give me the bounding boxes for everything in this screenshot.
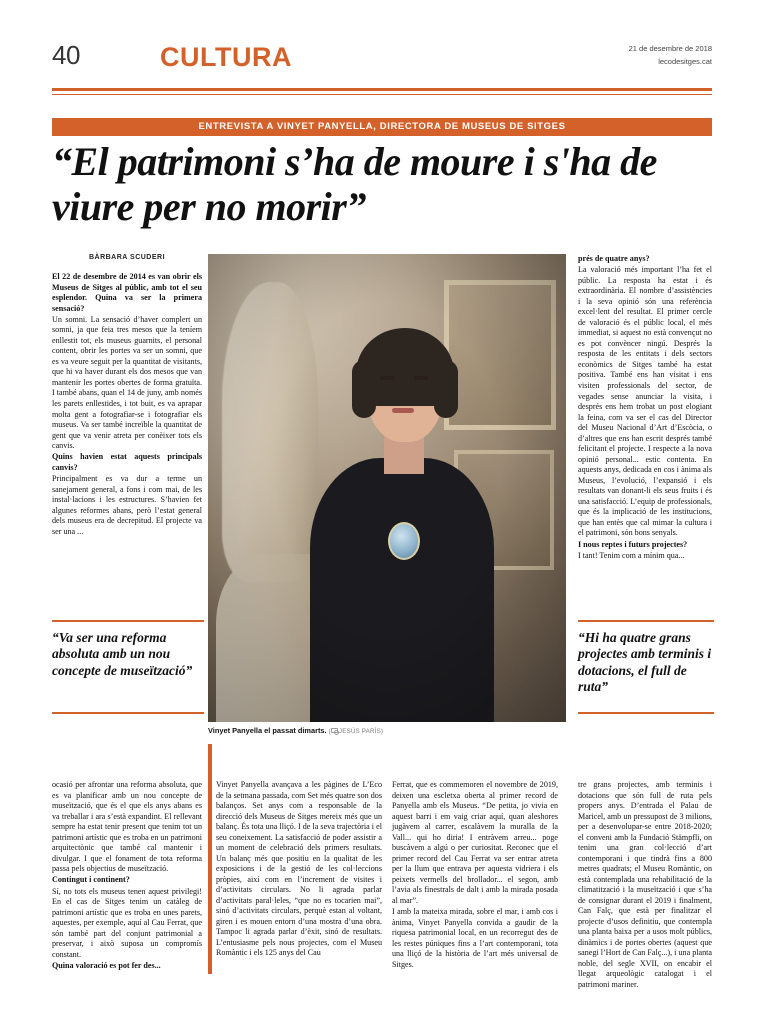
byline: BÀRBARA SCUDERI: [88, 254, 166, 261]
photo-caption: [208, 726, 566, 735]
kicker-bar: ENTREVISTA A VINYET PANYELLA, DIRECTORA DE MUSEUS DE SITGES: [52, 118, 712, 136]
answer-paragraph: I amb la mateixa mirada, sobre el mar, i amb cos i ànima, Vinyet Panyella convida a gaudir de la riquesa patrimonial local, en un recorregut des de les restes púniques fins a l’art contemporani, tota una lliçó de la història de l’art més universal de Sitges.: [392, 906, 558, 969]
answer-paragraph: tre grans projectes, amb terminis i dotacions que són full de ruta pels propers anys. D’entrada el Palau de Maricel, amb un pressupost de 3 milions, per a desenvolupar-se entre 2018-2020; el conveni amb la Fundació Stämpfli, on tenim una gran col·lecció d’art contemporani i que tindrà fins a 800 metres quadrats; el Museu Romàntic, on està contemplada una rehabilitació de la climatització i la museïtzació i que s’ha de consignar durant el 2019 i finalment, Can Falç, que està per finalitzar el projecte d’usos definitiu, que contempla una planta baixa per a usos molt públics, dinàmics i de portes obertes (aquest que sanegi l’Hort de Can Falç...), i una planta noble, del segle XVII, on encabir el llegat arqueològic catalogat i el patrimoni mariner.: [578, 780, 712, 989]
answer-paragraph: I tant! Tenim com a mínim qua...: [578, 550, 685, 560]
page-number: 40: [52, 40, 80, 70]
headline: “El patrimoni s’ha de moure i s'ha de viure per no morir”: [52, 139, 657, 229]
pullquote-right-rule-bottom: [578, 712, 714, 714]
issue-date: 21 de desembre de 2018: [628, 44, 712, 53]
photo-vignette: [208, 254, 566, 722]
pullquote-left-rule-top: [52, 620, 204, 622]
answer-paragraph: Un somni. La sensació d’haver complert un somni, ja que feia tres mesos que la teníem enllestit tot, els museus guarnits, el personal content, obrir les portes va ser un somni, que es va veure seguit per la quantitat de visitants, que hi va haver durant els dos mesos que van mantenir les portes obertes de forma gratuïta. I també abans, quan el 14 de juny, amb només les parets enllestides, i tot buit, es va aprapar molta gent a fotografiar-se i fotografiar els museus. Va ser també increïble la quantitat de gent que va venir atreta per conèixer tots els canvis.: [52, 314, 202, 451]
site-name: lecodesitges.cat: [658, 57, 712, 66]
pullquote-right-rule-top: [578, 620, 714, 622]
caption-credit: ( JESÚS PARÍS): [328, 728, 384, 735]
article-photo: [208, 254, 566, 722]
question-paragraph: I nous reptes i futurs projectes?: [578, 539, 688, 549]
section-title: CULTURA: [160, 42, 292, 72]
question-paragraph: El 22 de desembre de 2014 es van obrir els Museus de Sitges al públic, amb tot el seu esplendor. Quina va ser la primera sensació?: [52, 272, 202, 313]
accent-bar: [208, 744, 212, 974]
column-2: [216, 780, 382, 960]
answer-paragraph: ocasió per afrontar una reforma absoluta, que es va planificar amb un nou concepte de museïtzació, que és el que els anys abans es va treballar i ara s’està expandint. El rellevant sempre ha estat tenir present que tenim tot un patrimoni artístic que es troba en un patrimoni arquitectònic que també cal mantenir i divulgar. I que el fonament de tota reforma passa pels objectius de museïtzació.: [52, 780, 202, 874]
pullquote-left: “Va ser una reforma absoluta amb un nou concepte de museïtzació”: [52, 630, 193, 678]
question-paragraph: Quins havien estat aquests principals canvis?: [52, 452, 202, 472]
caption-text: Vinyet Panyella el passat dimarts.: [208, 726, 327, 735]
column-3: [392, 780, 558, 971]
camera-icon: [331, 728, 338, 733]
column-4: [578, 254, 712, 562]
pullquote-left-rule-bottom: [52, 712, 204, 714]
question-paragraph: Quina valoració es pot fer des...: [52, 961, 161, 971]
question-paragraph: Contingut i continent?: [52, 875, 130, 885]
answer-paragraph: Sí, no tots els museus tenen aquest privilegi! En el cas de Sitges tenim un catàleg de patrimoni artístic que es troba en unes parets, aquestes, per exemple, aquí al Cau Ferrat, que són també part del conjunt patrimonial a preservar, i això suposa un compromís constant.: [52, 886, 202, 959]
header-rule-thin: [52, 94, 712, 95]
question-paragraph: prés de quatre anys?: [578, 254, 650, 263]
answer-paragraph: Ferrat, que es commemoren el novembre de 2019, deixen una escletxa oberta al primer record de Panyella amb els Museus. “De petita, jo vivia en aquest barri i em vaig criar aquí, quan aleshores jugàvem al carrer, escalàvem la muralla de la Vall... qui ho diria! I entràvem arreu... poge buscàvem a algú o per curiositat. Reconec que el primer record del Cau Ferrat va ser entrar atreta per la llum que entrava per aquesta vidriera i els peixets vermells del brollador... el segon, amb l’avia als finestrals de dalt i amb la mirada posada al mar”.: [392, 780, 558, 905]
answer-paragraph: Principalment es va dur a terme un sanejament general, a fons i com mai, de les instal·lacions i les estructures. S’havien fet algunes reformes abans, però l’estat general dels museus era de decrepitud. El projecte va ser una ...: [52, 474, 202, 536]
pullquote-right: “Hi ha quatre grans projectes amb terminis i dotacions, el full de ruta”: [578, 630, 712, 695]
column-1-lower: [52, 780, 202, 972]
credit-text: JESÚS PARÍS: [338, 728, 381, 735]
header-rule: [52, 88, 712, 91]
masthead: [52, 40, 712, 80]
column-5: [578, 780, 712, 991]
answer-paragraph: Vinyet Panyella avançava a les pàgines de L’Eco de la setmana passada, com Set més quatre son dos balanços. Set anys com a responsable de la direcció dels Museus de Sitges mereix més que un balanç. És tota una lliçó. I de la seva trajectòria i el seu coneixement. La satisfacció de poder assistir a un moment de celebració dels primers resultats. Un balanç més que positiu en la qualitat de les exposicions i de la gestió de les col·leccions pròpies, així com en l’increment de visites i d’activitats circulars. No li agrada parlar d’activitats paral·leles, “que no es tocarien mai”, sinó d’activitats circulars, perquè estan al voltant, giren i es mouen entorn d’una mostra d’una obra. Tampoc li agrada parlar d’èxit, sinó de resultats. L’entusiasme pels nous projectes, com el Museu Romàntic i els 125 anys del Cau: [216, 780, 382, 958]
column-1: [52, 272, 202, 538]
answer-paragraph: La valoració més important l’ha fet el públic. La resposta ha estat i és extraordinària. El nombre d’assistències i la seva opinió són una referència excel·lent del resultat. El primer cercle de valoració és el públic local, el més immediat, si aquest no està convençut no es pot convèncer ningú. Després la resposta de les entitats i dels sectors econòmics de Sitges també ha estat positiva. També ens han visitat i ens visiten professionals del sector, de vegades sense anunciar la visita, i després ens hem trobat un post elogiant la feina, com va ser el cas del Director del Museu Nacional d’Art d’Escòcia, o d’altres que ens han escrit després també felicitant el projecte. I respecte a la nova opinió personal... estic contenta. En aquests anys, dedicada en cos i ànima als Museus, l’evolució, l’expansió i els resultats van donant-li els seus fruits i és una satisfacció. L’equip de professionals, que és la implicació de les institucions, que han entès que cal mimar la cultura i el patrimoni, són bons senyals.: [578, 265, 712, 538]
